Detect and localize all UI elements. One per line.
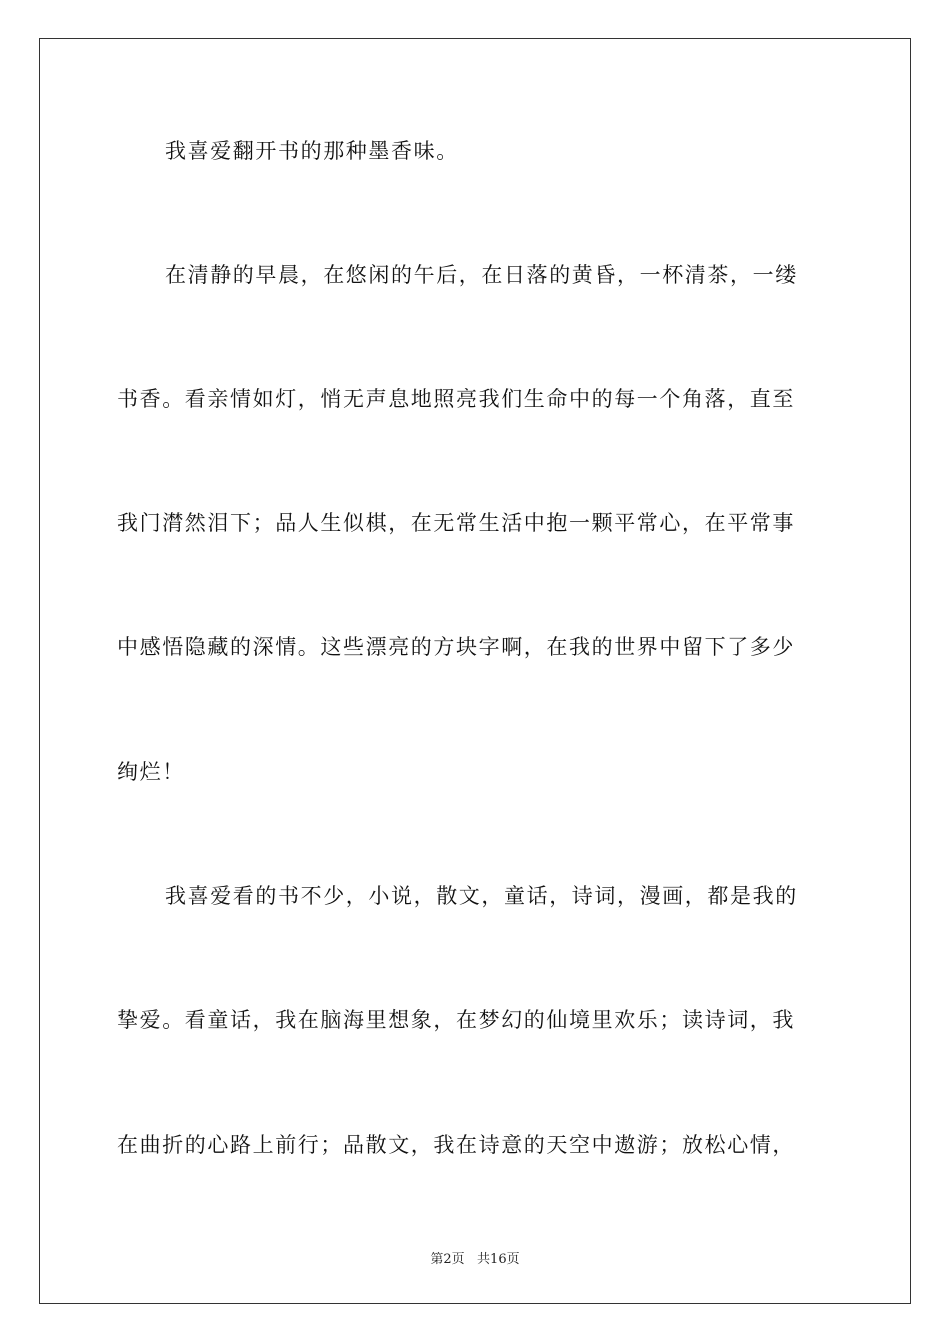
paragraph-2-line-2: 书香。看亲情如灯，悄无声息地照亮我们生命中的每一个角落，直至 <box>117 387 795 411</box>
page-border <box>39 38 911 1304</box>
paragraph-1-line-1: 我喜爱翻开书的那种墨香味。 <box>165 139 459 163</box>
paragraph-2-line-3: 我门潸然泪下；品人生似棋，在无常生活中抱一颗平常心，在平常事 <box>117 511 795 535</box>
paragraph-3-line-1: 我喜爱看的书不少，小说，散文，童话，诗词，漫画，都是我的 <box>165 884 798 908</box>
paragraph-2-line-5: 绚烂！ <box>117 760 185 784</box>
paragraph-2-line-4: 中感悟隐藏的深情。这些漂亮的方块字啊，在我的世界中留下了多少 <box>117 635 795 659</box>
paragraph-3-line-3: 在曲折的心路上前行；品散文，我在诗意的天空中遨游；放松心情， <box>117 1133 795 1157</box>
page-number: 第2页 共16页 <box>430 1252 520 1267</box>
paragraph-2-line-1: 在清静的早晨，在悠闲的午后，在日落的黄昏，一杯清茶，一缕 <box>165 263 798 287</box>
paragraph-3-line-2: 挚爱。看童话，我在脑海里想象，在梦幻的仙境里欢乐；读诗词，我 <box>117 1008 795 1032</box>
